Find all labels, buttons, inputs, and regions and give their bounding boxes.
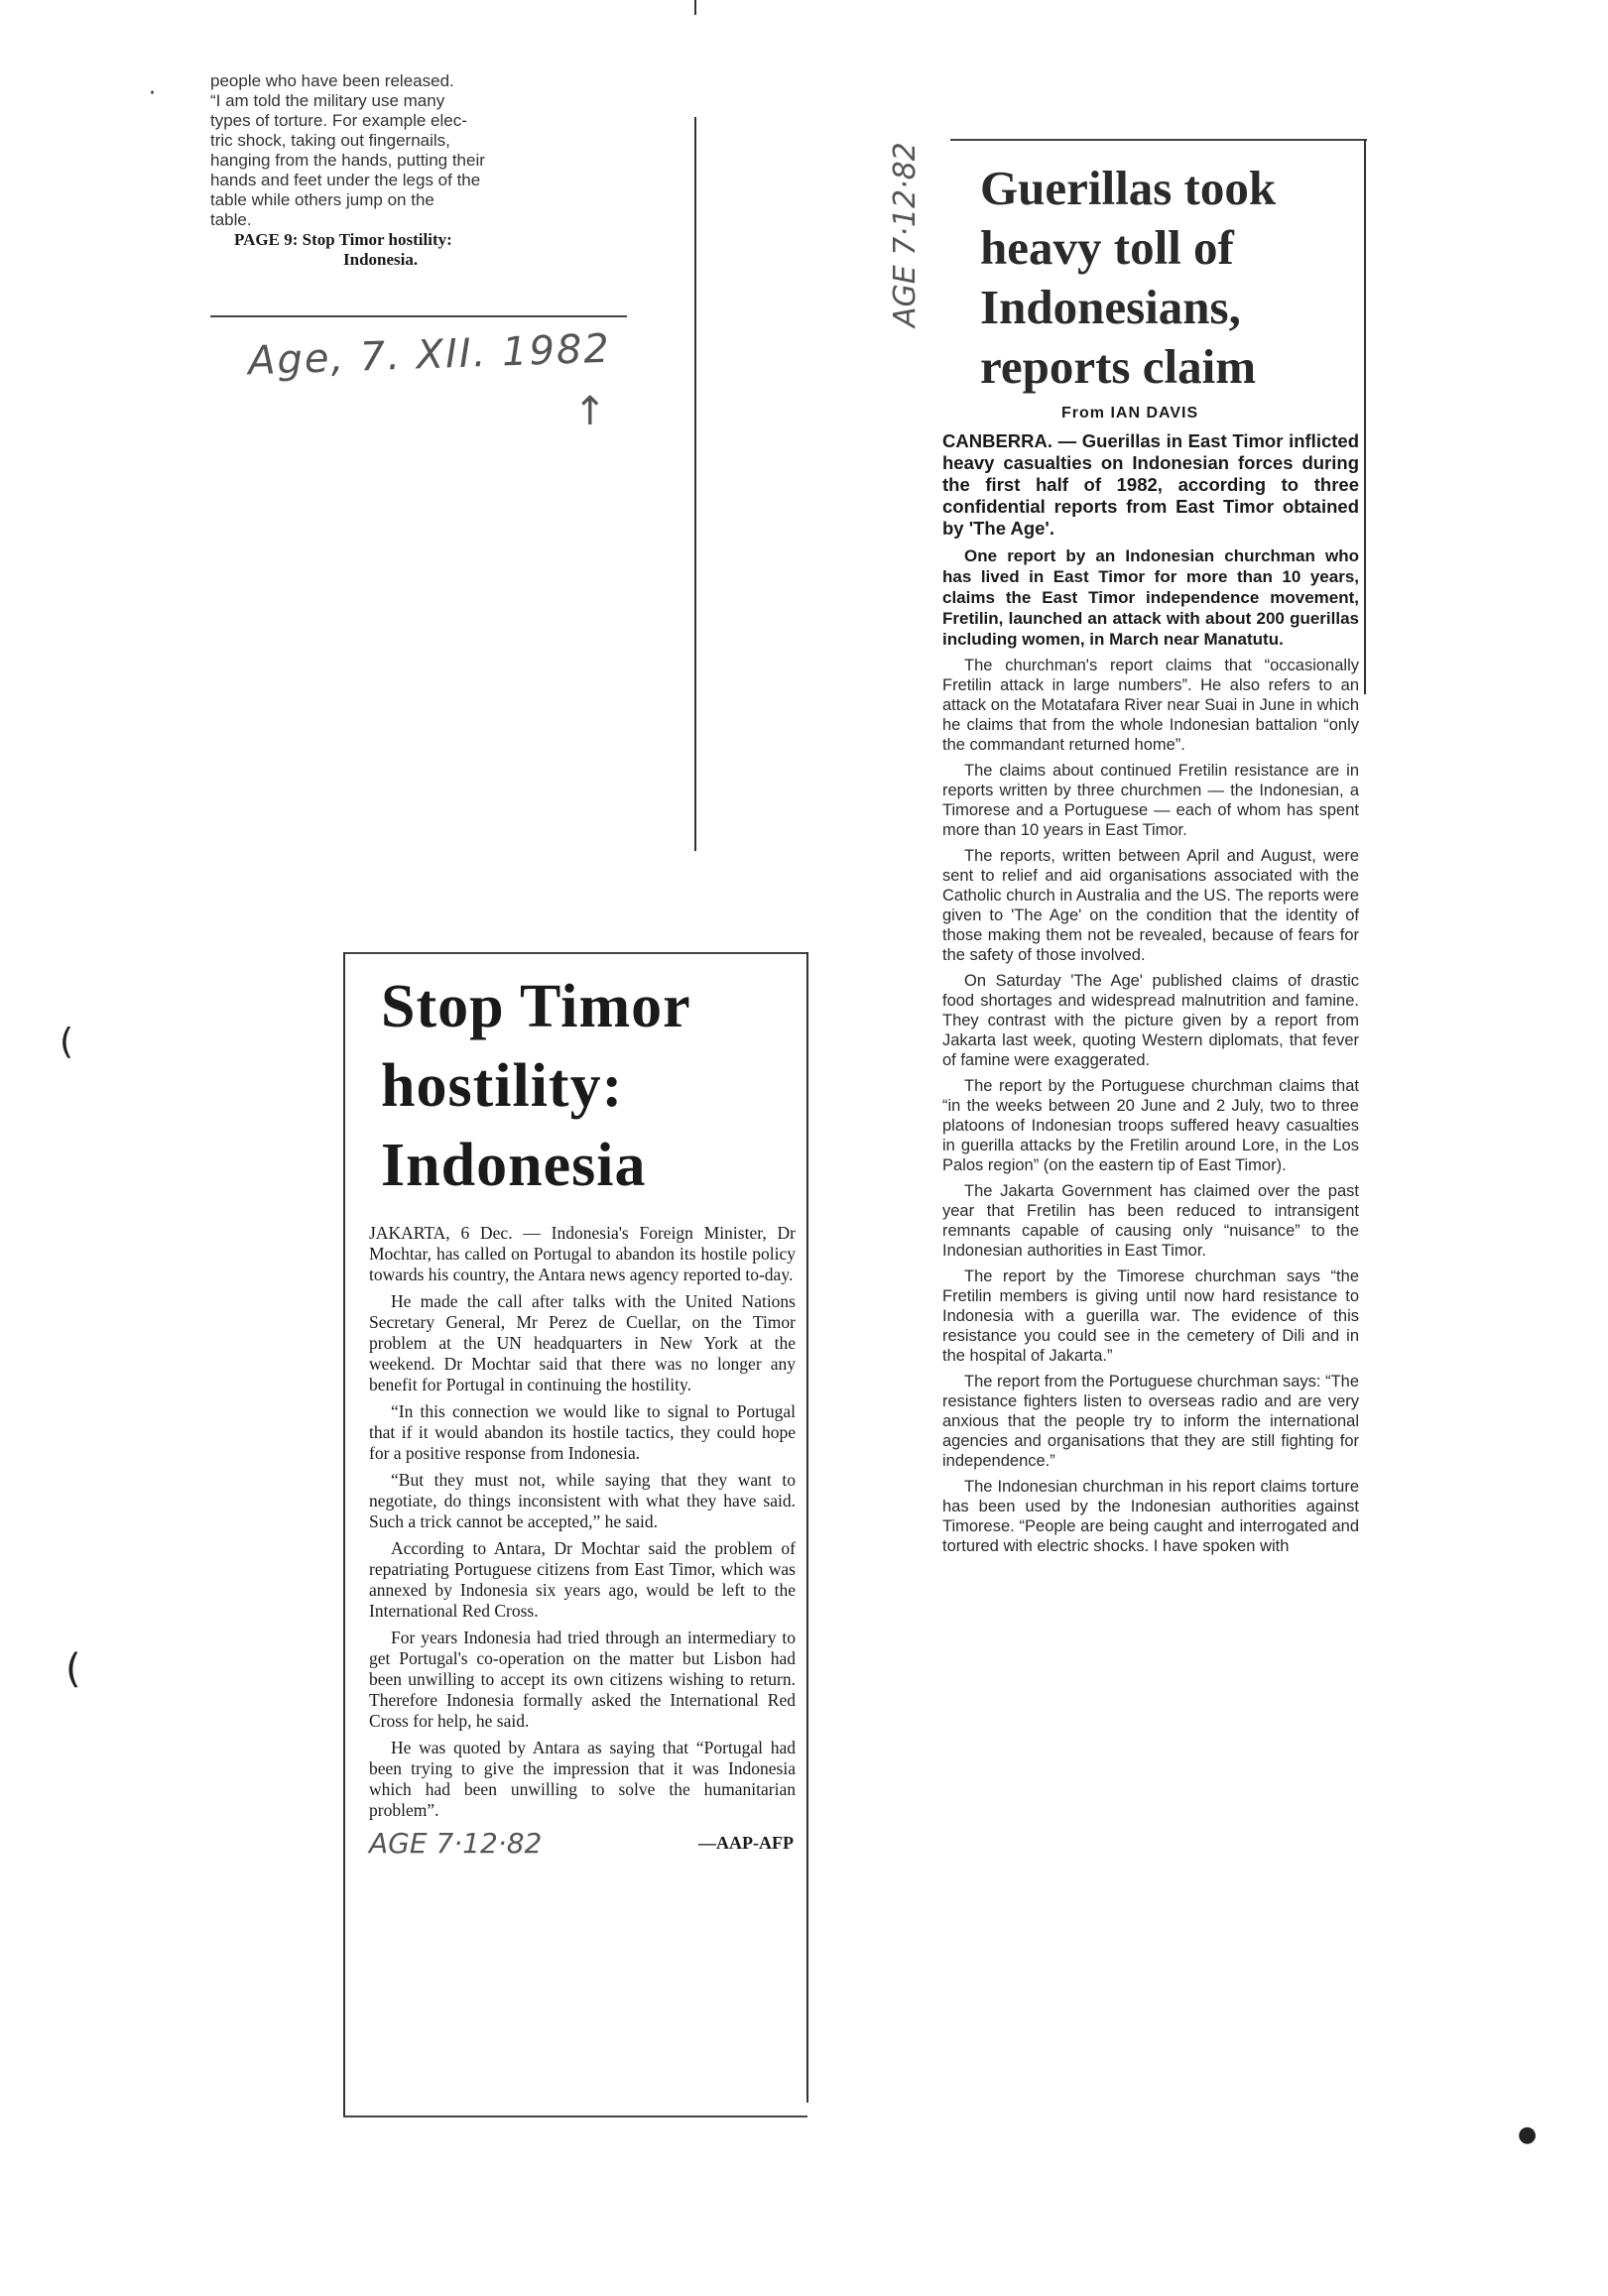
fragment-line: table while others jump on the [210,190,434,209]
paragraph: “In this connection we would like to signal to Portugal that if it would abandon its hostile tactics, they could hope for a positive response from Indonesia. [369,1401,796,1463]
headline-stop-timor: Stop Timor hostility: Indonesia [381,973,691,1199]
fragment-line: tric shock, taking out fingernails, [210,131,450,150]
paragraph: The claims about continued Fretilin resistance are in reports written by three churchmen — the Indonesian, a Timorese and a Portuguese — each of whom has spent more than 10 years in East Timor. [942,762,1359,839]
clip2-bottom-rule [343,2115,807,2117]
clip-stop-timor-hostility [369,967,796,1861]
handwritten-side-date: AGE 7·12·82 [888,142,923,327]
paragraph: The report by the Timorese churchman says “the Fretilin members is giving until now hard resistance to Indonesia with a guerilla war. The evidence of this resistance you could see in the cemetery of Dili and in the hospital of Jakarta.” [942,1268,1359,1365]
paragraph: He made the call after talks with the United Nations Secretary General, Mr Perez de Cuellar, on the Timor problem at the UN headquarters in New York at the weekend. Dr Mochtar said that there was no longer any benefit for Portugal in continuing the hostility. [369,1291,796,1394]
margin-mark: ● [1518,2122,1538,2147]
clip3-top-rule [950,139,1367,141]
margin-mark: ( [60,1022,74,1062]
divider-center [694,117,696,851]
paragraph: The report by the Portuguese churchman claims that “in the weeks between 20 June and 2 July, two to three platoons of Indonesian troops suffered heavy casualties in guerilla attacks by the Fretilin around Lore, in the Los Palos region” (on the eastern tip of East Timor). [942,1077,1359,1174]
divider-top-center [694,0,696,15]
article-body [369,1223,796,1821]
fragment-line: people who have been released. [210,71,454,90]
paragraph: JAKARTA, 6 Dec. — Indonesia's Foreign Minister, Dr Mochtar, has called on Portugal to abandon its hostile policy towards his country, the Antara news agency reported to-day. [369,1223,796,1284]
fragment-line: “I am told the military use many [210,91,445,110]
clip3-right-rule [1364,139,1366,694]
fragment-line: table. [210,210,252,229]
wire-credit: —AAP-AFP [698,1833,794,1853]
handwritten-source-date: AGE 7·12·82 [369,1827,543,1860]
paragraph: For years Indonesia had tried through an intermediary to get Portugal's co-operation on the matter but Lisbon had been unwilling to accept its own citizens wishing to return. Therefore Indonesia formally asked the International Red Cross for help, he said. [369,1628,796,1731]
paragraph: According to Antara, Dr Mochtar said the problem of repatriating Portuguese citizens from East Timor, which was annexed by Indonesia six years ago, would be left to the International Red Cross. [369,1538,796,1621]
fragment-line: types of torture. For example elec- [210,111,467,130]
clip-torture-fragment [210,71,622,270]
clip2-right-rule [806,952,808,2103]
clip2-left-rule [343,952,345,2117]
paragraph: The report from the Portuguese churchman says: “The resistance fighters listen to overseas radio and are very anxious that the people try to inform the international agencies and organisations that they are still fighting for independence.” [942,1373,1360,1470]
fragment-line: hanging from the hands, putting their [210,151,485,170]
paragraph: The Indonesian churchman in his report claims torture has been used by the Indonesian authorities against Timorese. “People are being caught and interrogated and tortured with electric shocks. I have spoken with [942,1478,1359,1555]
handwritten-date: Age, 7. XII. 1982 [247,325,612,385]
clip1-bottom-rule [210,315,627,317]
second-paragraph: One report by an Indonesian churchman who has lived in East Timor for more than 10 years, claims the East Timor independence movement, Fretilin, launched an attack with about 200 guerillas including women, in March near Manatutu. [942,546,1359,649]
headline-guerillas: Guerillas took heavy toll of Indonesians, reports claim [980,161,1277,394]
paragraph: The Jakarta Government has claimed over the past year that Fretilin has been reduced to intransigent remnants capable of causing only “nuisance” to the Indonesian authorities in East Timor. [942,1182,1359,1260]
handwritten-arrow: ↑ [573,389,607,434]
fragment-line: hands and feet under the legs of the [210,171,481,189]
clip2-footer [369,1827,796,1861]
byline: From IAN DAVIS [1061,405,1199,422]
margin-mark: ( [65,1646,81,1692]
paragraph: On Saturday 'The Age' published claims of drastic food shortages and widespread malnutrition and famine. They contrast with the picture given by a report from Jakarta last week, quoting Western diplomats, that fever of famine were exaggerated. [942,972,1359,1069]
clip-guerillas-heavy-toll [942,159,1359,1556]
lead-paragraph: CANBERRA. — Guerillas in East Timor inflicted heavy casualties on Indonesian forces during the first half of 1982, according to three confidential reports from East Timor obtained by 'The Age'. [942,430,1359,539]
clip2-top-rule [343,952,807,954]
page-reference: PAGE 9: Stop Timor hostility: Indonesia. [234,230,452,269]
margin-mark: · [149,81,156,106]
paragraph: The churchman's report claims that “occasionally Fretilin attack in large numbers”. He also refers to an attack on the Motatafara River near Suai in June in which he claims that from the whole Indonesian battalion “only the commandant returned home”. [942,657,1359,754]
article-body [942,656,1359,1556]
paragraph: “But they must not, while saying that they want to negotiate, do things inconsistent with what they have said. Such a trick cannot be accepted,” he said. [369,1470,796,1531]
paragraph: The reports, written between April and August, were sent to relief and aid organisations associated with the Catholic church in Australia and the US. The reports were given to 'The Age' on the condition that the identity of those making them not be revealed, because of fears for the safety of those involved. [942,847,1359,964]
paragraph: He was quoted by Antara as saying that “Portugal had been trying to give the impression that it was Indonesia which had been unwilling to solve the humanitarian problem”. [369,1738,796,1820]
